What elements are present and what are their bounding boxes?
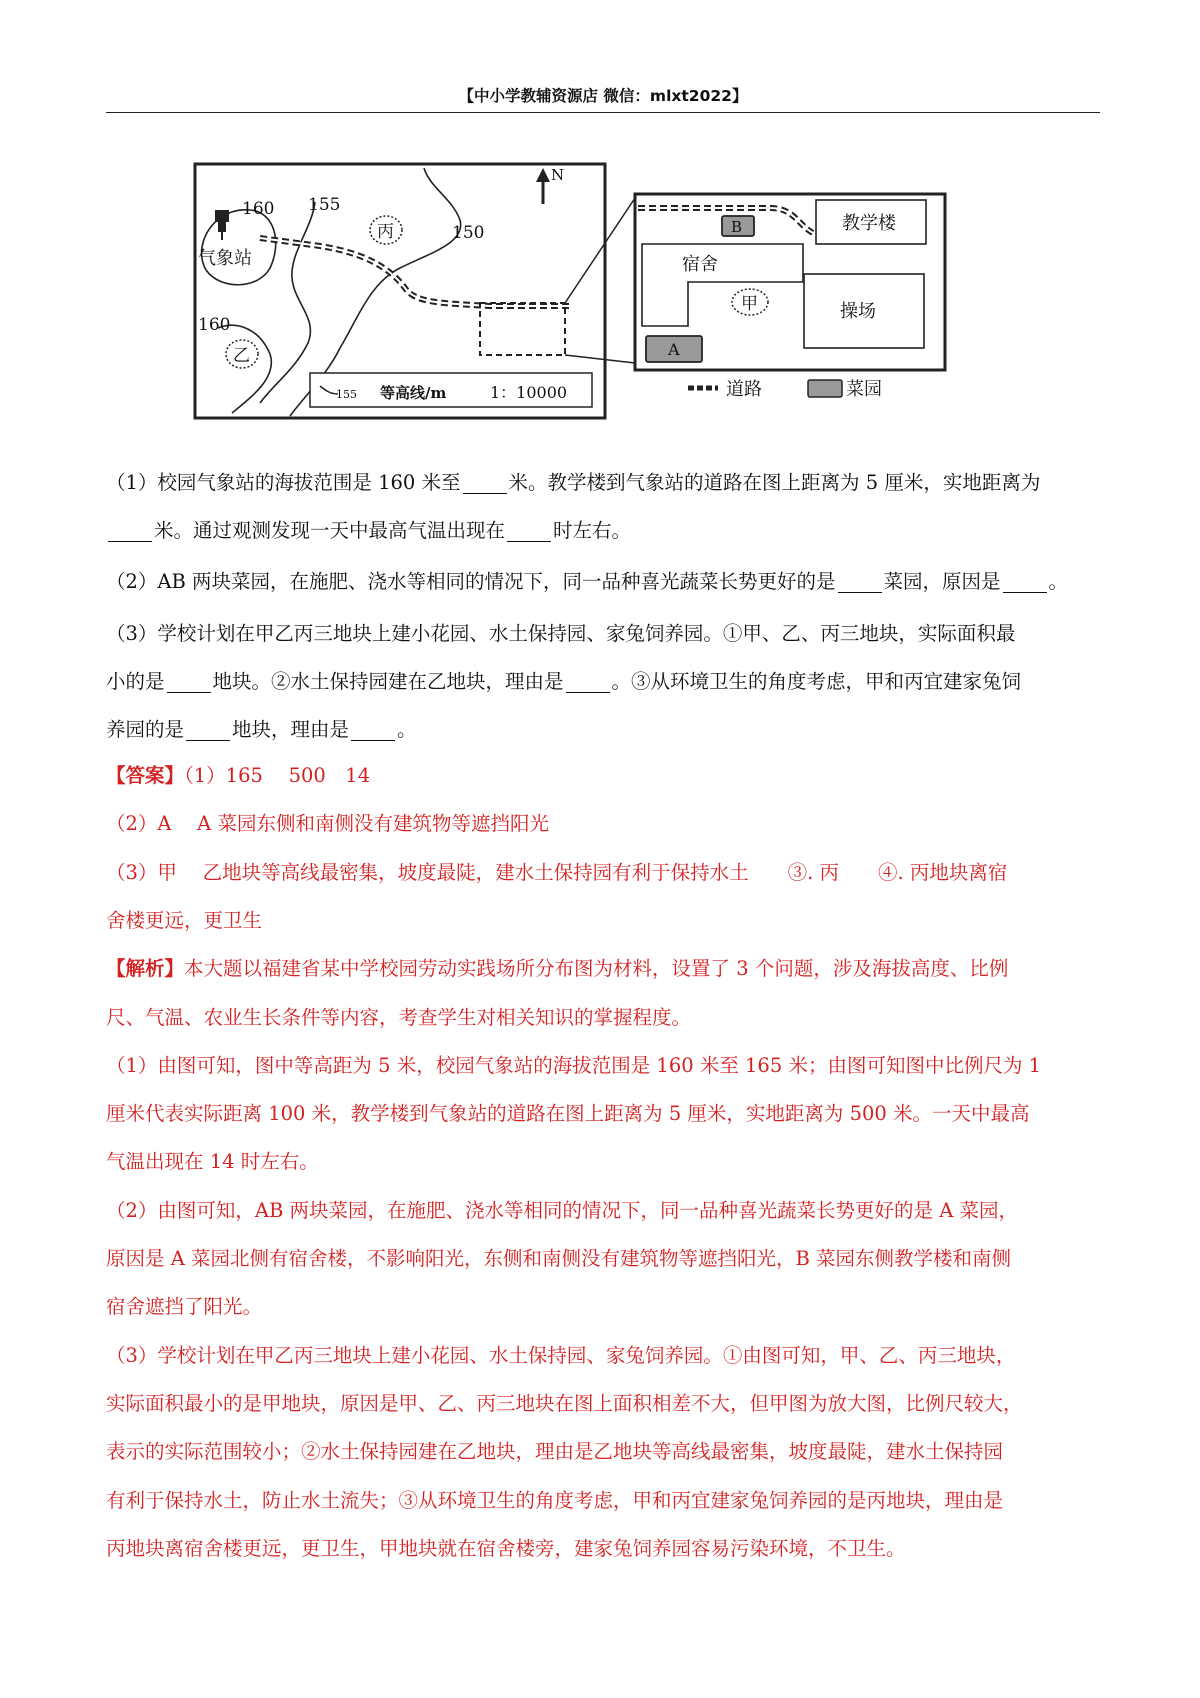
answer-blank <box>351 722 395 741</box>
map-scale: 1：10000 <box>490 383 568 402</box>
legend-road-label: 道路 <box>726 379 762 400</box>
analysis-3-line-3: 表示的实际范围较小；②水土保持园建在乙地块，理由是乙地块等高线最密集，坡度最陡，建水土保持园 <box>106 1440 1004 1463</box>
garden-a-label: A <box>668 340 680 359</box>
question-3-line-1: （3）学校计划在甲乙丙三地块上建小花园、水土保持园、家兔饲养园。①甲、乙、丙三地块，实际面积最 <box>106 622 1016 645</box>
playground-label: 操场 <box>840 301 876 322</box>
analysis-intro-line-2: 尺、气温、农业生长条件等内容，考查学生对相关知识的掌握程度。 <box>106 1006 692 1029</box>
answer-blank <box>186 722 230 741</box>
legend-contour-sample: 155 <box>336 388 357 401</box>
answer-blank <box>167 674 211 693</box>
answer-blank <box>1003 574 1047 593</box>
question-1-line-1 <box>106 472 1100 494</box>
plot-bing-label: 丙 <box>377 222 394 242</box>
analysis-2-line-2: 原因是 A 菜园北侧有宿舍楼，不影响阳光，东侧和南侧没有建筑物等遮挡阳光，B 菜园东侧教学楼和南侧 <box>106 1247 1012 1270</box>
answer-2: （2）A A 菜园东侧和南侧没有建筑物等遮挡阳光 <box>106 812 549 835</box>
analysis-1-line-3: 气温出现在 14 时左右。 <box>106 1150 319 1173</box>
header-divider <box>106 112 1100 113</box>
legend-garden-label: 菜园 <box>846 379 882 400</box>
contour-label-150: 150 <box>452 223 485 243</box>
analysis-2-line-1: （2）由图可知，AB 两块菜园，在施肥、浇水等相同的情况下，同一品种喜光蔬菜长势更好的是 A 菜园， <box>106 1199 1018 1222</box>
analysis-1-line-2: 厘米代表实际距离 100 米，教学楼到气象站的道路在图上距离为 5 厘米，实地距离为 500 米。一天中最高 <box>106 1102 1030 1125</box>
answer-blank <box>463 475 507 494</box>
dormitory-label: 宿舍 <box>682 254 718 275</box>
compass-north-label: N <box>551 166 565 184</box>
question-1-line-2 <box>106 520 1100 542</box>
q1-text-d: 时左右。 <box>553 519 632 542</box>
answer-1: （1）165 500 14 <box>184 764 371 787</box>
analysis-3-line-2: 实际面积最小的是甲地块，原因是甲、乙、丙三地块在图上面积相差不大，但甲图为放大图，比例尺较大， <box>106 1392 1023 1415</box>
answer-blank <box>566 674 610 693</box>
analysis-1-line-1: （1）由图可知，图中等高距为 5 米，校园气象站的海拔范围是 160 米至 165 米；由图可知图中比例尺为 1 <box>106 1054 1042 1077</box>
question-3-line-3 <box>106 719 1100 741</box>
teaching-building-label: 教学楼 <box>842 213 896 234</box>
analysis-2-line-3: 宿舍遮挡了阳光。 <box>106 1295 263 1318</box>
q1-text-a: （1）校园气象站的海拔范围是 160 米至 <box>106 471 461 494</box>
answer-blank <box>108 523 152 542</box>
contour-label-160-south: 160 <box>198 315 231 335</box>
plot-jia-label: 甲 <box>741 294 758 314</box>
legend-contour-label: 等高线/m <box>380 384 447 402</box>
question-2 <box>106 571 1100 593</box>
analysis-label: 【解析】 <box>106 957 185 980</box>
q2-text-b: 菜园，原因是 <box>883 570 1001 593</box>
analysis-3-line-5: 丙地块离宿舍楼更远，更卫生，甲地块就在宿舍楼旁，建家兔饲养园容易污染环境，不卫生。 <box>106 1537 906 1560</box>
q1-text-c: 米。通过观测发现一天中最高气温出现在 <box>154 519 506 542</box>
plot-yi-label: 乙 <box>233 346 250 366</box>
garden-b-letter: B <box>731 218 743 236</box>
question-3-line-2 <box>106 671 1100 693</box>
analysis-3-line-4: 有利于保持水土，防止水土流失；③从环境卫生的角度考虑，甲和丙宜建家兔饲养园的是丙地块，理由是 <box>106 1489 1004 1512</box>
page-header: 【中小学教辅资源店 微信：mlxt2022】 <box>458 87 748 105</box>
q1-text-b: 米。教学楼到气象站的道路在图上距离为 5 厘米，实地距离为 <box>508 471 1041 494</box>
q3-text-c: 。③从环境卫生的角度考虑，甲和丙宜建家兔饲 <box>611 670 1022 693</box>
contour-label-160-north: 160 <box>242 199 275 219</box>
analysis-intro-line-1 <box>106 958 1100 980</box>
q3-text-a: 小的是 <box>106 670 165 693</box>
analysis-3-line-1: （3）学校计划在甲乙丙三地块上建小花园、水土保持园、家兔饲养园。①由图可知，甲、乙、丙三地块， <box>106 1344 1016 1367</box>
q2-text-a: （2）AB 两块菜园，在施肥、浇水等相同的情况下，同一品种喜光蔬菜长势更好的是 <box>106 570 836 593</box>
q3-text-f: 。 <box>397 718 417 741</box>
answer-blank <box>838 574 882 593</box>
answer-blank <box>507 523 551 542</box>
answer-line-1 <box>106 765 1100 787</box>
q3-text-d: 养园的是 <box>106 718 185 741</box>
q2-text-c: 。 <box>1048 570 1069 593</box>
legend-garden-swatch <box>808 380 842 397</box>
weather-station-label: 气象站 <box>198 248 252 269</box>
answer-label: 【答案】 <box>106 764 185 787</box>
contour-label-155: 155 <box>308 195 341 215</box>
answer-3-line-2: 舍楼更远，更卫生 <box>106 909 263 932</box>
q3-text-b: 地块。②水土保持园建在乙地块，理由是 <box>212 670 564 693</box>
q3-text-e: 地块，理由是 <box>232 718 350 741</box>
campus-map-figure <box>190 158 1030 448</box>
analysis-intro-text: 本大题以福建省某中学校园劳动实践场所分布图为材料，设置了 3 个问题，涉及海拔高度、比例 <box>184 957 1009 980</box>
answer-3-line-1: （3）甲 乙地块等高线最密集，坡度最陡，建水土保持园有利于保持水土 ③. 丙 ④. 丙地块离宿 <box>106 861 1008 884</box>
